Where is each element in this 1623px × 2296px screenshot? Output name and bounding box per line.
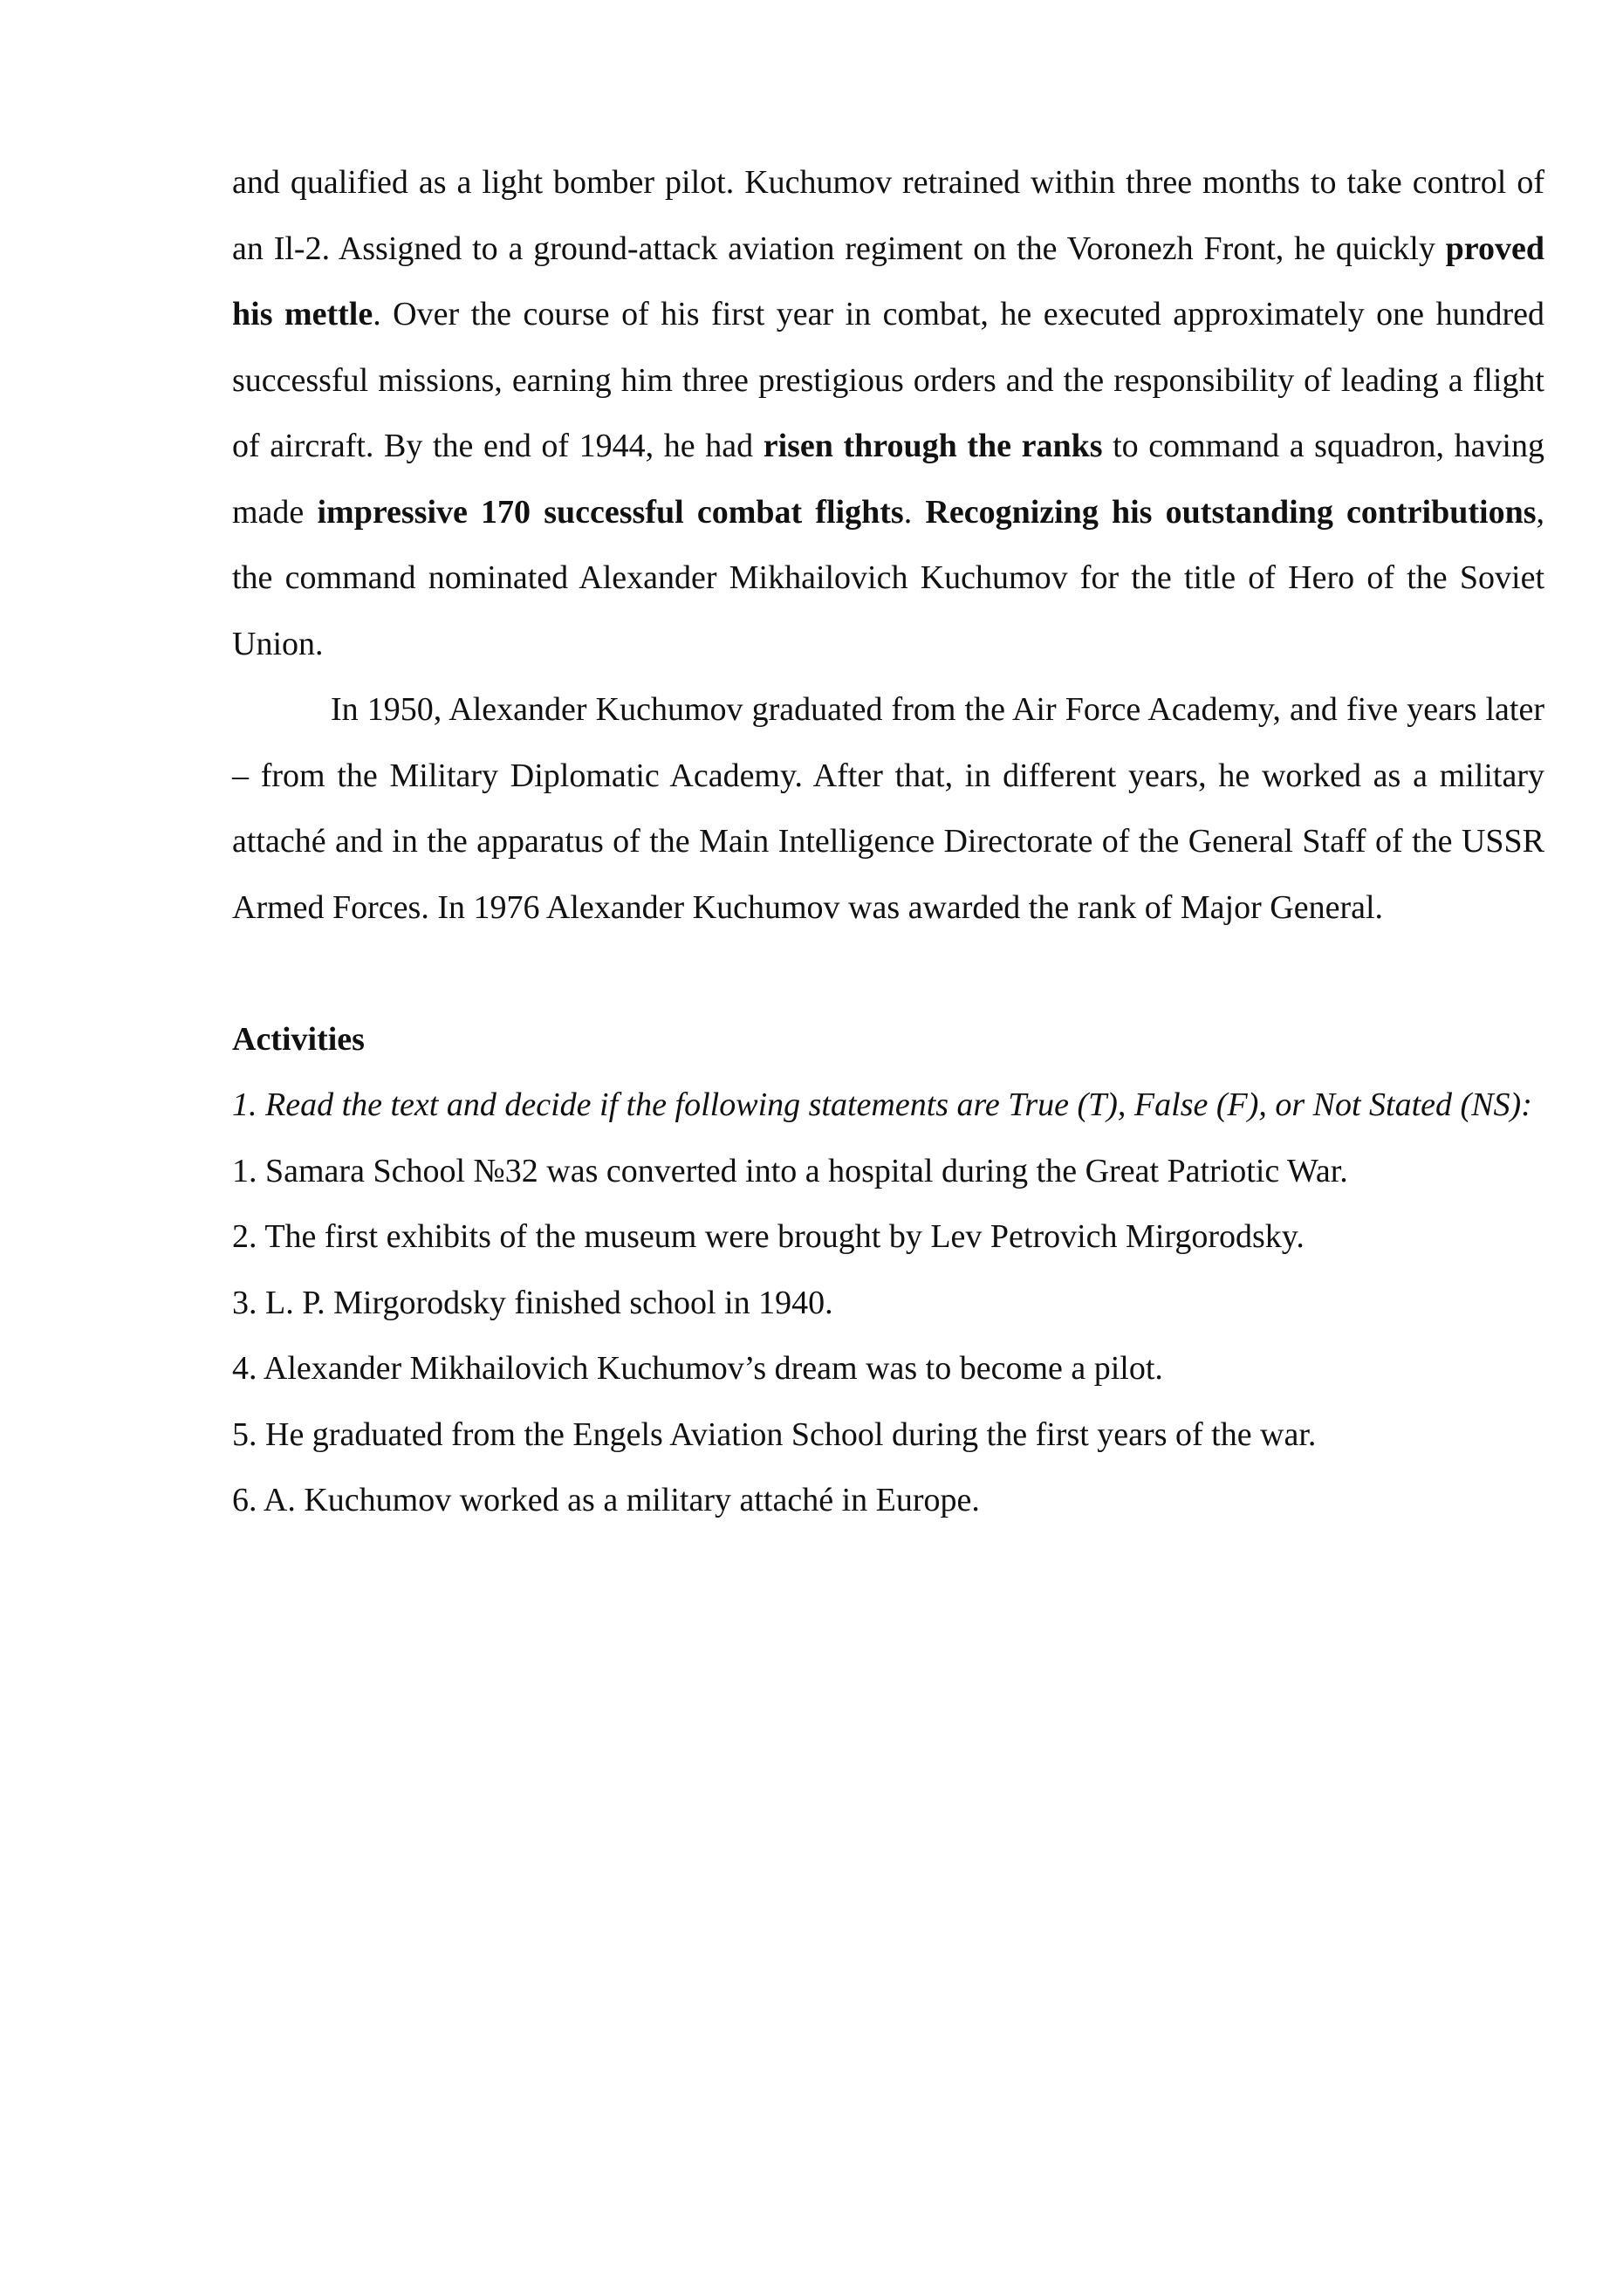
- statement-item: 6. A. Kuchumov worked as a military attaché in Europe.: [232, 1482, 980, 1518]
- statement-item: 5. He graduated from the Engels Aviation School during the first years of the war.: [232, 1415, 1317, 1453]
- paragraph-kuchumov-career: In 1950, Alexander Kuchumov graduated from the Air Force Academy, and five years later – from the Military Diplomatic Academy. After that, in different years, he worked as a military attaché and in the apparatus of the Main Intelligence Directorate of the General Staff of the USSR Armed Forces. In 1976 Alexander Kuchumov was awarded the rank of Major General.: [232, 691, 1544, 926]
- text-run: and qualified as a light bomber pilot. Kuchumov retrained within three months to take control of an Il-2. Assigned to a ground-attack aviation regiment on the Voronezh Front, he quickly: [232, 164, 1544, 267]
- text-run: . Over the course of his first year in combat, he executed approximately one hundred successful missions, earning him three prestigious orders and the responsibility of leading a flight of aircraft. By the end of 1944, he had: [232, 296, 1545, 464]
- bold-phrase-combat-flights: impressive 170 successful combat flights: [317, 493, 904, 531]
- document-page: [232, 150, 1544, 1534]
- blank-line: [232, 941, 1544, 1007]
- bold-phrase-proved-mettle: proved his mettle: [232, 230, 1544, 332]
- statement-item: 2. The first exhibits of the museum were brought by Lev Petrovich Mirgorodsky.: [232, 1218, 1305, 1255]
- text-run: .: [903, 493, 926, 531]
- statement-item: 3. L. P. Mirgorodsky finished school in 1940.: [232, 1284, 833, 1321]
- text-run: to command a squadron, having made: [232, 428, 1544, 531]
- statements-list: [232, 1139, 1544, 1534]
- statement-item: 4. Alexander Mikhailovich Kuchumov’s dream was to become a pilot.: [232, 1350, 1163, 1387]
- activities-heading: Activities: [232, 1020, 365, 1058]
- bold-phrase-contributions: Recognizing his outstanding contributions: [925, 493, 1537, 531]
- text-run: , the command nominated Alexander Mikhailovich Kuchumov for the title of Hero of the Soviet Union.: [232, 493, 1545, 662]
- statement-item: 1. Samara School №32 was converted into a hospital during the Great Patriotic War.: [232, 1152, 1348, 1189]
- paragraph-kuchumov-combat: [232, 150, 1544, 677]
- activities-instruction: 1. Read the text and decide if the following statements are True (T), False (F), or Not Stated (NS):: [232, 1086, 1532, 1123]
- bold-phrase-risen-ranks: risen through the ranks: [763, 428, 1103, 464]
